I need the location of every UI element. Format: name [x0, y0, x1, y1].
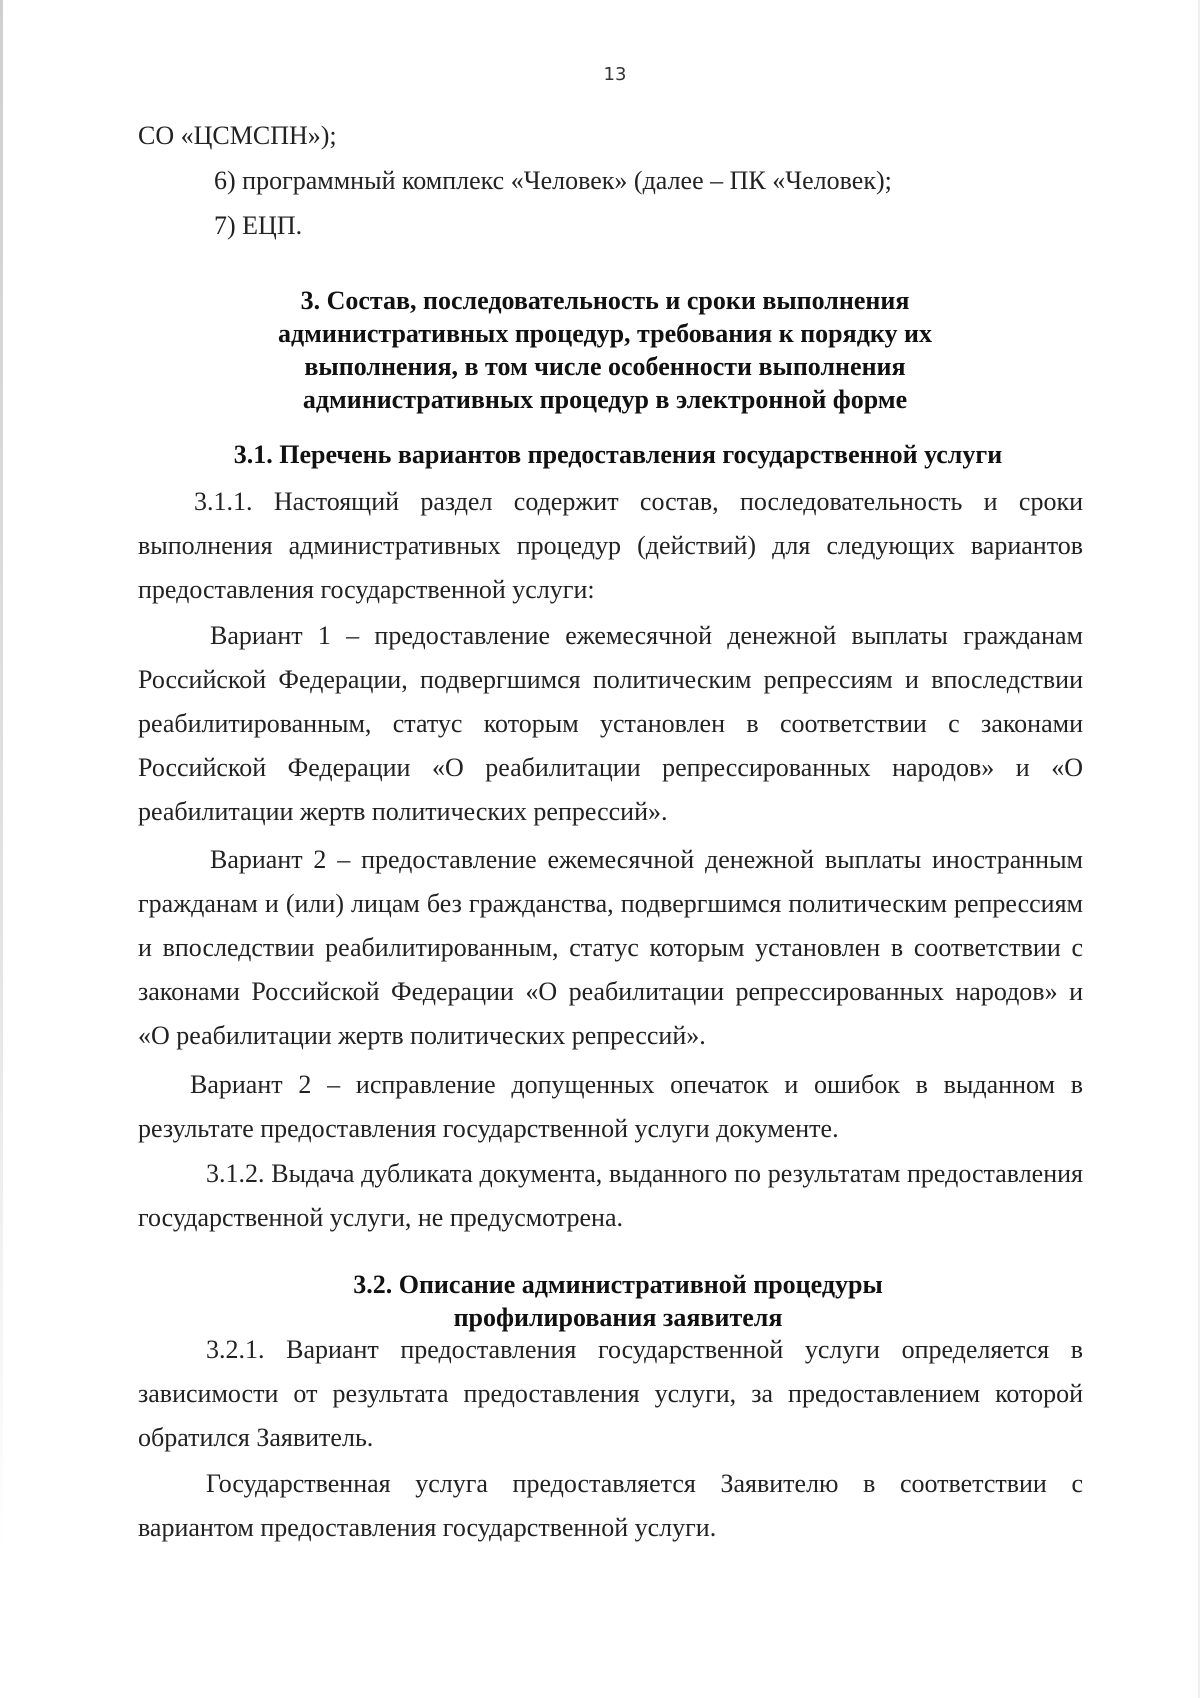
scan-edge-left	[0, 0, 3, 1550]
section-3-2-heading	[138, 1268, 1098, 1334]
intro-line: СО «ЦСМСПН»);	[138, 121, 337, 150]
paragraph-final: Государственная услуга предоставляется Заявителю в соответствии с вариантом предоставления государственной услуги.	[138, 1469, 1083, 1542]
section-3-2-heading-line2: профилирования заявителя	[453, 1303, 783, 1332]
paragraph-3-1-2: 3.1.2. Выдача дубликата документа, выданного по результатам предоставления государственной услуги, не предусмотрена.	[138, 1159, 1083, 1232]
paragraph-variant-2a: Вариант 2 – предоставление ежемесячной денежной выплаты иностранным гражданам и (или) лицам без гражданства, подвергшимся политическим репрессиям и впоследствии реабилитированным, статус которым установлен в соответствии с законами Российской Федерации «О реабилитации репрессированных народов» и «О реабилитации жертв политических репрессий».	[138, 845, 1083, 1050]
paragraph-variant-2b: Вариант 2 – исправление допущенных опечаток и ошибок в выданном в результате предоставления государственной услуги документе.	[138, 1070, 1083, 1143]
paragraph-variant-1: Вариант 1 – предоставление ежемесячной денежной выплаты гражданам Российской Федерации, подвергшимся политическим репрессиям и впоследствии реабилитированным, статус которым установлен в соответствии с законами Российской Федерации «О реабилитации репрессированных народов» и «О реабилитации жертв политических репрессий».	[138, 621, 1083, 826]
page-number: 13	[603, 64, 627, 85]
paragraph-3-1-1: 3.1.1. Настоящий раздел содержит состав, последовательность и сроки выполнения административных процедур (действий) для следующих вариантов предоставления государственной услуги:	[138, 487, 1083, 604]
section-3-1-heading: 3.1. Перечень вариантов предоставления государственной услуги	[233, 440, 1003, 469]
list-item-6: 6) программный комплекс «Человек» (далее – ПК «Человек);	[214, 166, 892, 195]
list-item-7: 7) ЕЦП.	[214, 211, 303, 240]
paragraph-3-2-1: 3.2.1. Вариант предоставления государственной услуги определяется в зависимости от результата предоставления услуги, за предоставлением которой обратился Заявитель.	[138, 1335, 1083, 1452]
section-3-heading: 3. Состав, последовательность и сроки выполнения административных процедур, требования к порядку их выполнения, в том числе особенности выполнения административных процедур в электронной форме	[278, 286, 932, 414]
section-3-2-heading-line1: 3.2. Описание административной процедуры	[353, 1270, 883, 1299]
